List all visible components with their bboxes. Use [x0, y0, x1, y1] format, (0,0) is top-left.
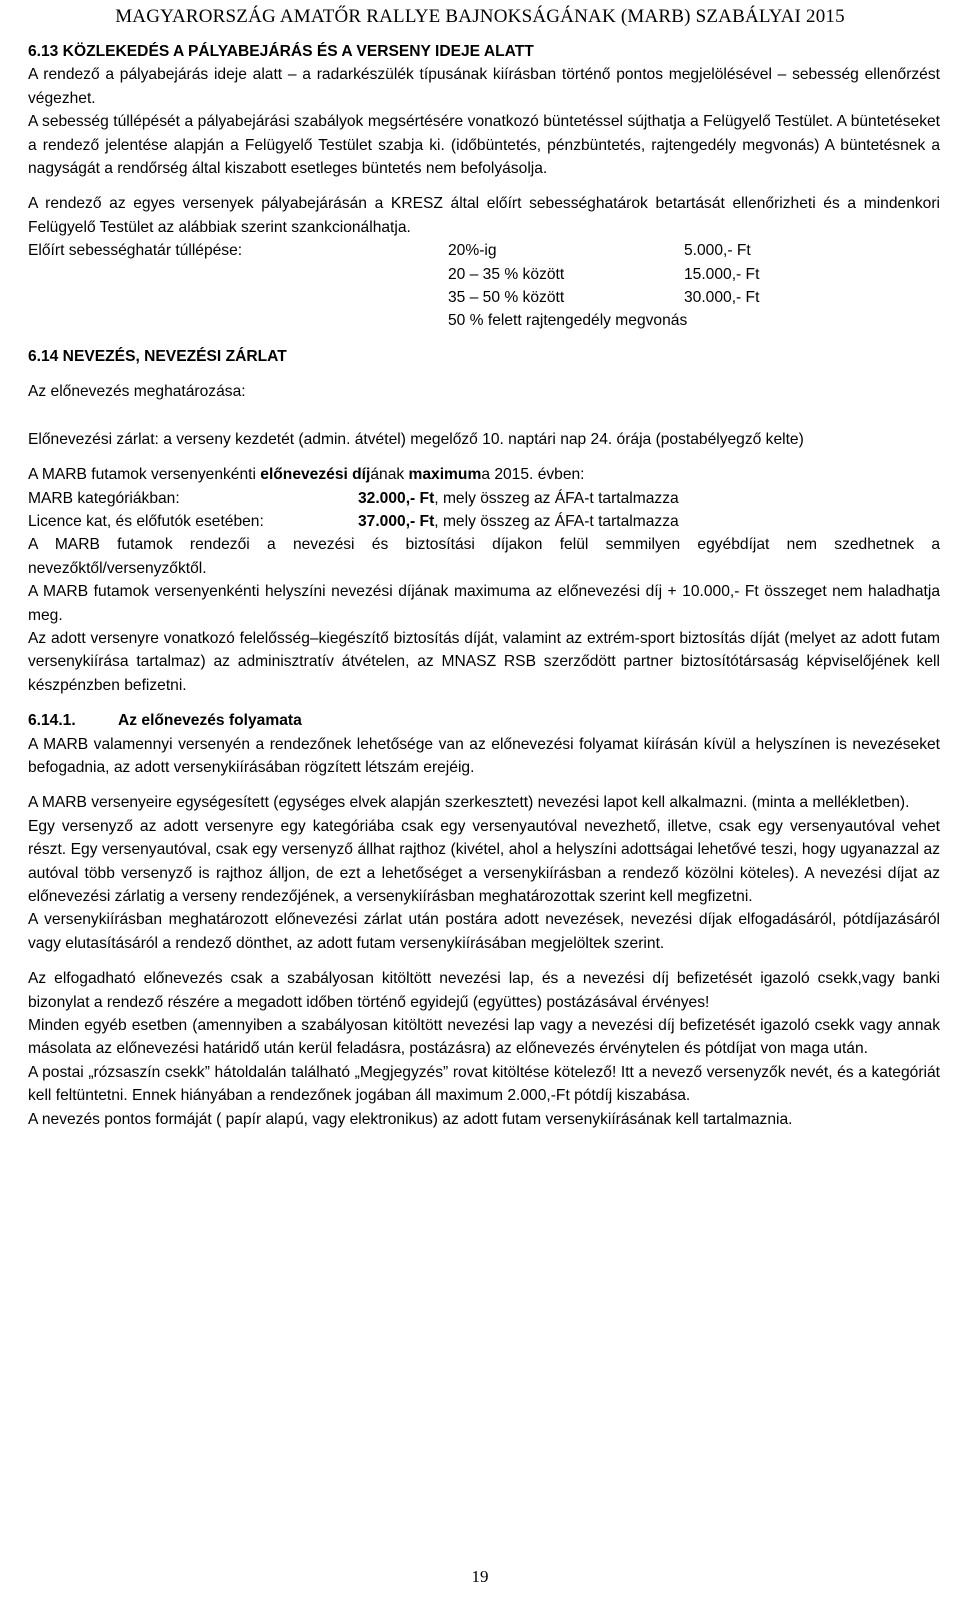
fee-label: Licence kat, és előfutók esetében:	[28, 512, 264, 530]
section-heading-6-13: 6.13 KÖZLEKEDÉS A PÁLYABEJÁRÁS ÉS A VERSENY IDEJE ALATT	[28, 43, 534, 60]
page-number: 19	[471, 1567, 489, 1586]
paragraph: A rendező az egyes versenyek pályabejárásán a KRESZ által előírt sebességhatárok betartását ellenőrizheti és a mindenkori Felügyelő Testület az alábbiak szerint szankcionálhatja.	[28, 195, 940, 236]
running-header: MAGYARORSZÁG AMATŐR RALLYE BAJNOKSÁGÁNAK (MARB) SZABÁLYAI 2015	[115, 6, 845, 27]
fee-label: MARB kategóriákban:	[28, 489, 180, 507]
paragraph: Az elfogadható előnevezés csak a szabályosan kitöltött nevezési lap, és a nevezési díj befizetését igazoló csekk,vagy banki bizonylat a rendező részére a megadott időben történő egyidejű (együttes) postázásával érvényes!	[28, 970, 940, 1011]
paragraph: A versenykiírásban meghatározott előnevezési zárlat után postára adott nevezések, nevezési díjak elfogadásáról, pótdíjazásáról vagy elutasításáról a rendező dönthet, az adott futam versenykiírásában megjelöltek szerint.	[28, 911, 940, 952]
table-cell-penalty: 30.000,- Ft	[684, 289, 760, 307]
table-label: Előírt sebességhatár túllépése:	[28, 242, 243, 260]
table-cell-penalty: 5.000,- Ft	[684, 242, 751, 260]
paragraph: A MARB valamennyi versenyén a rendezőnek lehetősége van az előnevezési folyamat kiírásán kívül a helyszínen is nevezéseket befogadnia, az adott versenykiírásában rögzített létszám erejéig.	[28, 735, 940, 776]
table-cell-range: 20 – 35 % között	[448, 265, 565, 283]
paragraph: A postai „rózsaszín csekk” hátoldalán található „Megjegyzés” rovat kitöltése kötelező! Itt a nevező versenyzők nevét, és a kategóriát kell feltüntetni. Ennek hiányában a rendezőnek jogában áll maximum 2.000,-Ft pótdíj kiszabása.	[28, 1063, 940, 1105]
fee-table	[28, 487, 940, 534]
paragraph: Minden egyéb esetben (amennyiben a szabályosan kitöltött nevezési lap vagy a nevezési díj befizetését igazoló csekk vagy annak másolata az előnevezési határidő után kerül feladásra, postázásra) az előnevezés érvénytelen és pótdíjat von maga után.	[28, 1017, 940, 1058]
page-content	[28, 40, 940, 1131]
paragraph: Az adott versenyre vonatkozó felelősség–kiegészítő biztosítás díját, valamint az extrém-sport biztosítás díját (melyet az adott futam versenykiírása tartalmaz) az adminisztratív átvételen, az MNASZ RSB szerződött partner biztosítótársaság képviselőjének kell készpénzben befizetni.	[28, 629, 940, 694]
fee-intro: A MARB futamok versenyenkénti előnevezési díjának maximuma 2015. évben:	[28, 466, 585, 484]
section-heading-6-14: 6.14 NEVEZÉS, NEVEZÉSI ZÁRLAT	[28, 347, 287, 365]
paragraph: A MARB versenyeire egységesített (egységes elvek alapján szerkesztett) nevezési lapot kell alkalmazni. (minta a mellékletben).	[28, 794, 910, 812]
fee-value: 32.000,- Ft, mely összeg az ÁFA-t tartalmazza	[358, 489, 679, 507]
table-cell-penalty: 15.000,- Ft	[684, 265, 760, 283]
paragraph: A MARB futamok versenyenkénti helyszíni nevezési díjának maximuma az előnevezési díj + 10.000,- Ft összeget nem haladhatja meg.	[28, 583, 940, 624]
paragraph: Előnevezési zárlat: a verseny kezdetét (admin. átvétel) megelőző 10. naptári nap 24. órája (postabélyegző kelte)	[28, 430, 804, 448]
fee-value: 37.000,- Ft, mely összeg az ÁFA-t tartalmazza	[358, 512, 679, 530]
paragraph: A MARB futamok rendezői a nevezési és biztosítási díjakon felül semmilyen egyébdíjat nem szedhetnek a nevezőktől/versenyzőktől.	[28, 536, 940, 577]
table-cell-range: 20%-ig	[448, 242, 497, 260]
paragraph: A nevezés pontos formáját ( papír alapú, vagy elektronikus) az adott futam versenykiírásának kell tartalmaznia.	[28, 1110, 793, 1128]
table-cell-range: 35 – 50 % között	[448, 289, 565, 307]
paragraph: Egy versenyző az adott versenyre egy kategóriába csak egy versenyautóval nevezhető, illetve, csak egy versenyautóval vehet részt. Egy versenyautóval, csak egy versenyző állhat rajthoz (kivétel, ahol a helyszíni adottságai lehetővé teszi, hogy ugyanazzal az autóval több versenyző is rajthoz álljon, de ezt a lehetőséget a versenykiírásban a rendező közölni köteles). A nevezési díjat az előnevezési zárlatig a verseny rendezőjének, a versenykiírásban meghatározottak szerint kell megfizetni.	[28, 817, 940, 905]
speed-penalty-table	[28, 239, 940, 333]
subheading: Az előnevezés meghatározása:	[28, 383, 246, 401]
paragraph: A sebesség túllépését a pályabejárási szabályok megsértésére vonatkozó büntetéssel sújthatja a Felügyelő Testület. A büntetéseket a rendező jelentése alapján a Felügyelő Testület szabja ki. (időbüntetés, pénzbüntetés, rajtengedély megvonás) A büntetésnek a nagyságát a rendőrség által kiszabott esetleges büntetés nem befolyásolja.	[28, 113, 940, 178]
paragraph: A rendező a pályabejárás ideje alatt – a radarkészülék típusának kiírásban történő pontos megjelölésével – sebesség ellenőrzést végezhet.	[28, 66, 940, 107]
section-heading-6-14-1: 6.14.1. Az előnevezés folyamata	[28, 712, 302, 730]
table-cell-last: 50 % felett rajtengedély megvonás	[448, 312, 688, 330]
